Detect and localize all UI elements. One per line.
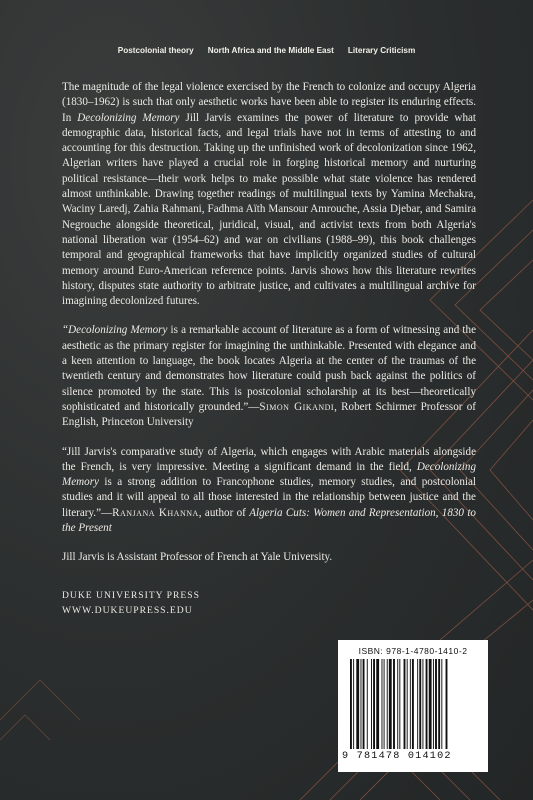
barcode-stripe: [363, 659, 365, 749]
barcode-stripe: [412, 659, 414, 749]
book-title: “Decolonizing Memory: [62, 324, 168, 337]
publisher-info: [62, 588, 476, 618]
publisher-name: DUKE UNIVERSITY PRESS: [62, 589, 200, 601]
barcode-stripe: [435, 659, 437, 749]
endorser-name: Simon Gikandi: [259, 400, 335, 413]
barcode-stripe: [393, 659, 395, 749]
back-cover-text: [62, 80, 476, 618]
endorser-affiliation: , Robert Schirmer Professor of English, Princeton University: [62, 400, 476, 429]
barcode-stripe: [376, 659, 379, 749]
barcode-stripe: [410, 659, 411, 749]
subject-label: Postcolonial theory: [117, 46, 194, 55]
barcode-stripe: [373, 659, 375, 749]
endorser-book-title: Algeria Cuts: Women and Representation, 1830 to the Present: [62, 506, 476, 535]
barcode-stripe: [367, 659, 368, 749]
barcode-stripe: [353, 659, 354, 749]
book-title: Decolonizing Memory: [62, 460, 476, 489]
barcode-stripe: [371, 659, 372, 749]
author-bio: Jill Jarvis is Assistant Professor of French at Yale University.: [62, 551, 333, 564]
subject-label: Literary Criticism: [347, 46, 416, 55]
barcode-stripe: [446, 659, 448, 749]
barcode-digits: 9 781478 014102: [342, 751, 452, 762]
barcode-stripe: [382, 659, 383, 749]
barcode-stripe: [419, 659, 421, 749]
isbn-barcode: [338, 640, 488, 772]
barcode-stripe: [399, 659, 400, 749]
endorsement-quote: “Jill Jarvis's comparative study of Algeria, which engages with Arabic materials alongside the French, is very impressive. Meeting a significant demand in the field, Decolonizing Memory is a strong addition to Francophone studies, memory studies, and postcolonial studies and it will appeal to all those interested in the relationship between justice and the literary.”—Ranjana Khanna, author of Algeria Cuts: Women and Representation, 1830 to the Present: [62, 445, 476, 535]
barcode-stripe: [429, 659, 432, 749]
endorser-name: Ranjana Khanna: [112, 506, 199, 519]
subject-label: North Africa and the Middle East: [207, 46, 334, 55]
endorser-affiliation: , author of: [198, 506, 250, 519]
barcode-bars: [350, 659, 476, 749]
book-title: Decolonizing Memory: [77, 111, 180, 124]
barcode-stripe: [441, 659, 442, 749]
barcode-stripe: [397, 659, 398, 749]
barcode-stripe: [356, 659, 359, 749]
book-description: The magnitude of the legal violence exercised by the French to colonize and occupy Algeria (1830–1962) is such that only aesthetic works have been able to register its enduring effects. In Decolonizing Memory Jill Jarvis examines the power of literature to provide what demographic data, historical facts, and legal trials have not in terms of attesting to and accounting for this destruction. Taking up the unfinished work of decolonization since 1962, Algerian writers have played a crucial role in forging historical memory and nurturing political resistance—their work helps to make possible what state violence has rendered almost unthinkable. Drawing together readings of multilingual texts by Yamina Mechakra, Waciny Laredj, Zahia Rahmani, Fadhma Aïth Mansour Amrouche, Assia Djebar, and Samira Negrouche alongside theoretical, juridical, visual, and activist texts from both Algeria's national liberation war (1954–62) and war on civilians (1988–99), this book challenges temporal and geographical frameworks that have implicitly organized studies of cultural memory around Euro-American reference points. Jarvis shows how this literature rewrites history, disputes state authority to arbitrate justice, and cultivates a multilingual archive for imagining decolonized futures.: [62, 81, 476, 308]
isbn-label: ISBN: 978-1-4780-1410-2: [358, 646, 468, 656]
barcode-stripe: [417, 659, 418, 749]
barcode-stripe: [407, 659, 408, 749]
endorsement-quote: “Decolonizing Memory is a remarkable account of literature as a form of witnessing and the aesthetic as the primary register for imagining the unthinkable. Presented with elegance and a keen attention to language, the book locates Algeria at the center of the traumas of the twentieth century and demonstrates how literature could push back against the politics of silence promoted by the state. This is postcolonial scholarship at its best—theoretically sophisticated and historically grounded.”—Simon Gikandi, Robert Schirmer Professor of English, Princeton University: [62, 324, 476, 429]
barcode-stripe: [389, 659, 392, 749]
barcode-stripe: [404, 659, 406, 749]
barcode-stripe: [350, 659, 352, 749]
barcode-stripe: [438, 659, 440, 749]
barcode-stripe: [422, 659, 423, 749]
subject-categories: [0, 46, 533, 55]
barcode-stripe: [387, 659, 388, 749]
barcode-stripe: [384, 659, 385, 749]
barcode-stripe: [426, 659, 428, 749]
barcode-stripe: [433, 659, 434, 749]
barcode-stripe: [361, 659, 362, 749]
publisher-url: WWW.DUKEUPRESS.EDU: [62, 604, 193, 616]
